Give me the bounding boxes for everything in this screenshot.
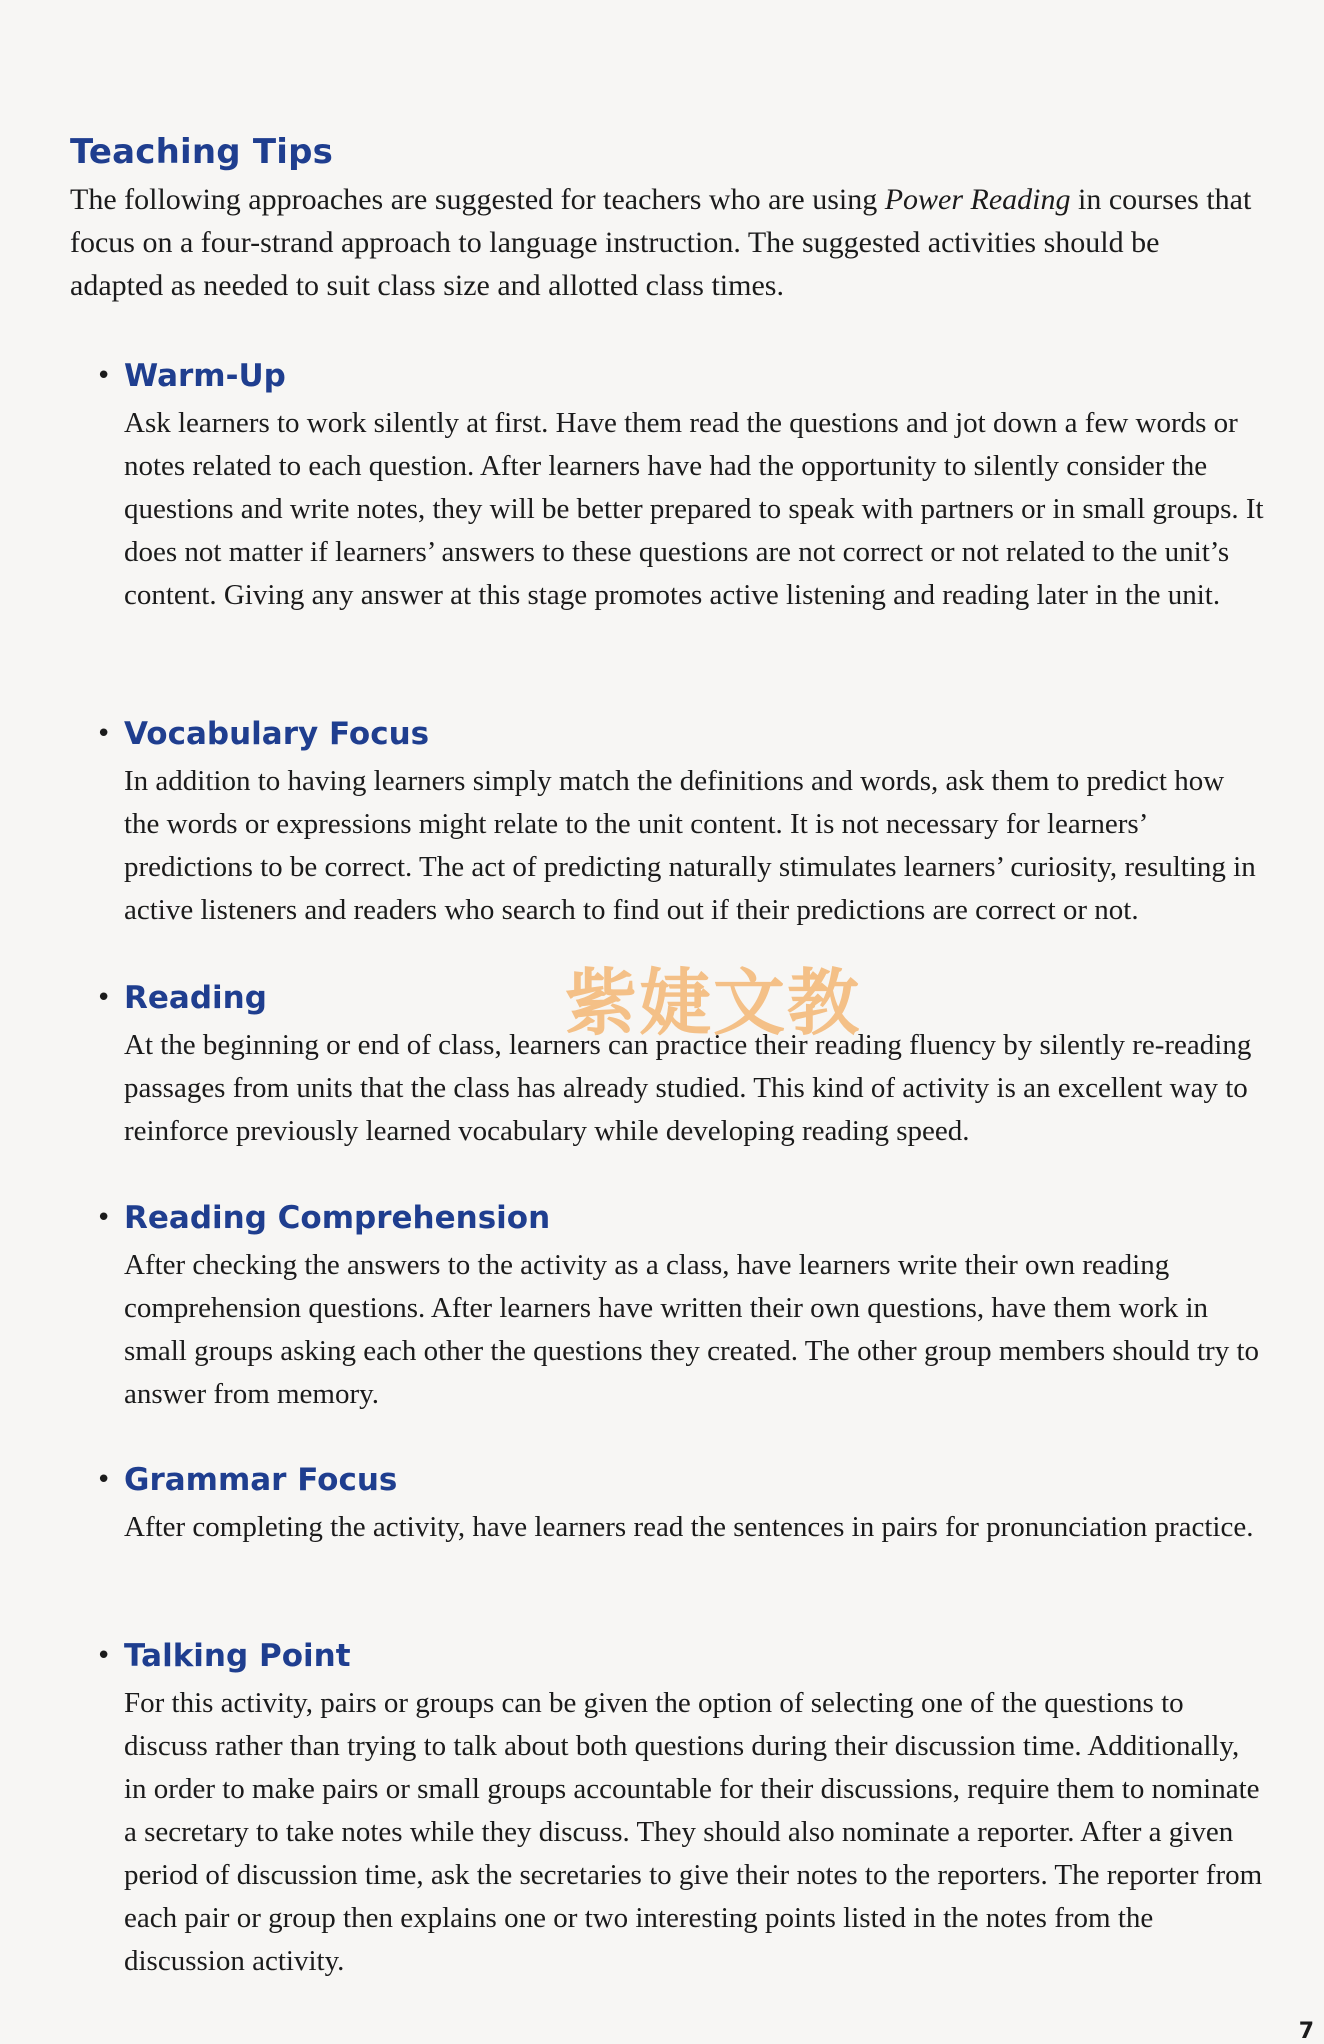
tip-talking-point bbox=[96, 1638, 1266, 1983]
tip-title: Vocabulary Focus bbox=[124, 716, 430, 752]
tip-title: Talking Point bbox=[124, 1638, 351, 1674]
tip-warm-up bbox=[96, 358, 1266, 617]
tip-heading bbox=[96, 1200, 1266, 1236]
page-number: 7 bbox=[1298, 2019, 1314, 2044]
tip-vocabulary-focus bbox=[96, 716, 1266, 932]
tip-heading bbox=[96, 716, 1266, 752]
tip-heading bbox=[96, 1462, 1266, 1498]
bullet-icon: • bbox=[96, 1641, 112, 1671]
bullet-icon: • bbox=[96, 1465, 112, 1495]
bullet-icon: • bbox=[96, 983, 112, 1013]
tip-grammar-focus bbox=[96, 1462, 1266, 1549]
tip-heading bbox=[96, 358, 1266, 394]
tip-text: For this activity, pairs or groups can be given the option of selecting one of the questions to discuss rather than trying to talk about both questions during their discussion time. Additionally, in order to make pairs or small groups accountable for their discussions, require them to nominate a secretary to take notes while they discuss. They should also nominate a reporter. After a given period of discussion time, ask the secretaries to give their notes to the reporters. The reporter from each pair or group then explains one or two interesting points listed in the notes from the discussion activity. bbox=[124, 1687, 1263, 1977]
bullet-icon: • bbox=[96, 361, 112, 391]
tip-title: Warm-Up bbox=[124, 358, 286, 394]
book-title: Power Reading bbox=[884, 183, 1071, 216]
intro-paragraph bbox=[70, 178, 1260, 307]
page-title: Teaching Tips bbox=[70, 132, 334, 172]
tip-text: Ask learners to work silently at first. Have them read the questions and jot down a few words or notes related to each question. After learners have had the opportunity to silently consider the questions and write notes, they will be better prepared to speak with partners or in small groups. It does not matter if learners’ answers to these questions are not correct or not related to the unit’s content. Giving any answer at this stage promotes active listening and reading later in the unit. bbox=[124, 407, 1264, 611]
tip-text: After checking the answers to the activity as a class, have learners write their own reading comprehension questions. After learners have written their own questions, have them work in small groups asking each other the questions they created. The other group members should try to answer from memory. bbox=[124, 1249, 1260, 1410]
tip-title: Grammar Focus bbox=[124, 1462, 398, 1498]
intro-text-before: The following approaches are suggested for teachers who are using bbox=[70, 183, 885, 216]
tip-title: Reading Comprehension bbox=[124, 1200, 551, 1236]
watermark: 紫婕文教 bbox=[565, 961, 862, 1045]
intro-text-after: in courses that focus on a four-strand approach to language instruction. The suggested activities should be adapted as needed to suit class size and allotted class times. bbox=[70, 183, 1252, 302]
tip-title: Reading bbox=[124, 980, 267, 1016]
tip-text: At the beginning or end of class, learners can practice their reading fluency by silently re-reading passages from units that the class has already studied. This kind of activity is an excellent way to reinforce previously learned vocabulary while developing reading speed. bbox=[124, 1029, 1252, 1147]
tip-text: After completing the activity, have learners read the sentences in pairs for pronunciation practice. bbox=[124, 1511, 1254, 1543]
bullet-icon: • bbox=[96, 719, 112, 749]
tip-heading bbox=[96, 1638, 1266, 1674]
tip-text: In addition to having learners simply match the definitions and words, ask them to predict how the words or expressions might relate to the unit content. It is not necessary for learners’ predictions to be correct. The act of predicting naturally stimulates learners’ curiosity, resulting in active listeners and readers who search to find out if their predictions are correct or not. bbox=[124, 765, 1256, 926]
bullet-icon: • bbox=[96, 1203, 112, 1233]
tip-reading-comprehension bbox=[96, 1200, 1266, 1416]
